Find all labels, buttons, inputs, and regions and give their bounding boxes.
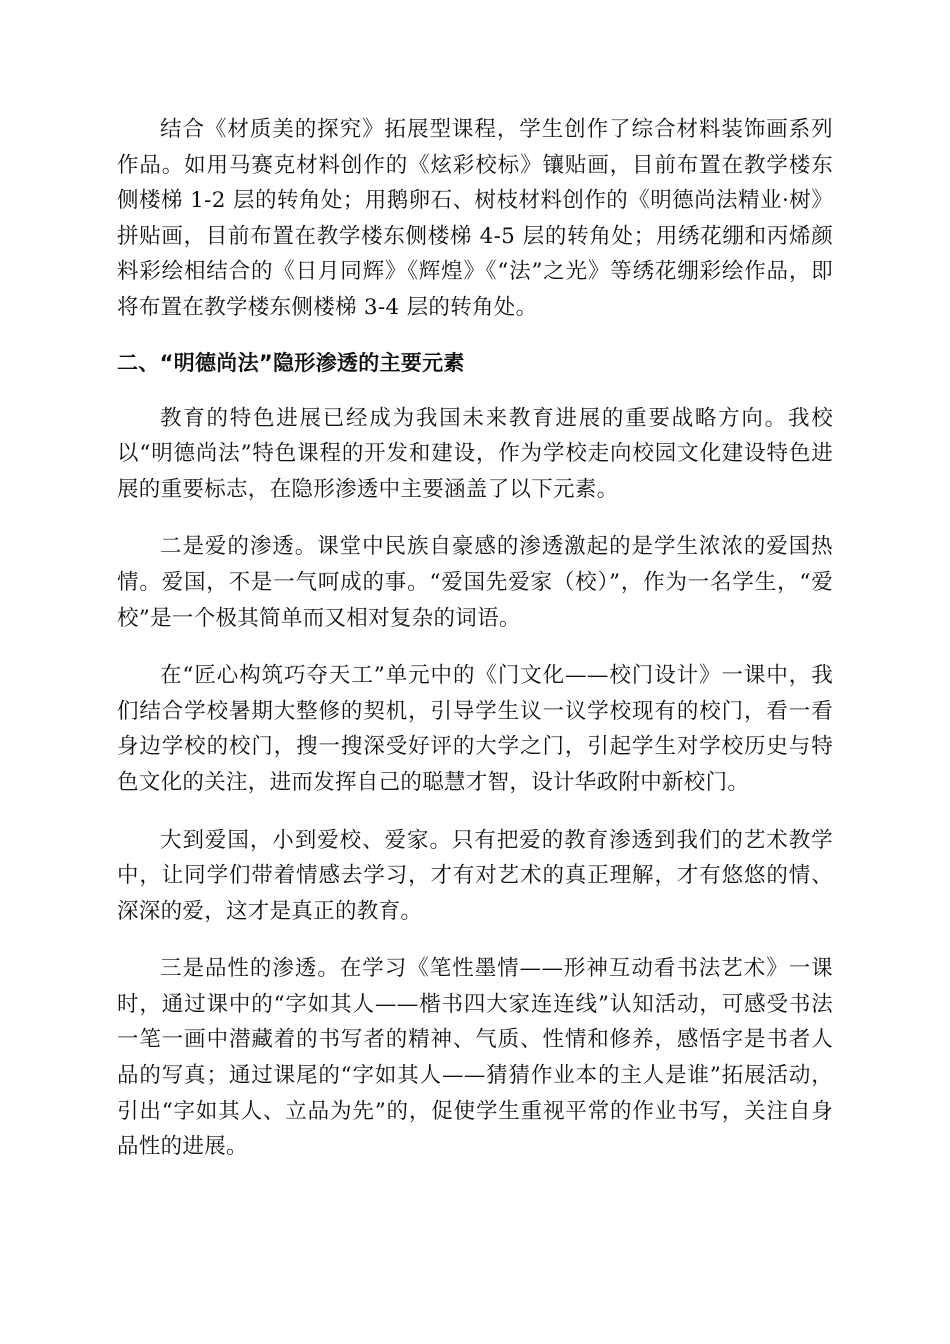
paragraph-gate-design: 在“匠心构筑巧夺天工”单元中的《门文化——校门设计》一课中，我们结合学校暑期大整修的契机，引导学生议一议学校现有的校门，看一看身边学校的校门，搜一搜深受好评的大学之门，引起学生对学校历史与特色文化的关注，进而发挥自己的聪慧才智，设计华政附中新校门。 <box>117 663 833 795</box>
intro-paragraph: 结合《材质美的探究》拓展型课程，学生创作了综合材料装饰画系列作品。如用马赛克材料创作的《炫彩校标》镶贴画，目前布置在教学楼东侧楼梯 1-2 层的转角处；用鹅卵石、树枝材料创作的《明德尚法精业·树》拼贴画，目前布置在教学楼东侧楼梯 4-5 层的转角处；用绣花绷和丙烯颜料彩绘相结合的《日月同辉》《辉煌》《“法”之光》等绣花绷彩绘作品，即将布置在教学楼东侧楼梯 3-4 层的转角处。 <box>117 117 833 320</box>
section-heading: 二、“明德尚法”隐形渗透的主要元素 <box>117 350 465 375</box>
paragraph-love: 二是爱的渗透。课堂中民族自豪感的渗透激起的是学生浓浓的爱国热情。爱国，不是一气呵成的事。“爱国先爱家（校）”，作为一名学生，“爱校”是一个极其简单而又相对复杂的词语。 <box>117 534 833 631</box>
paragraph-overview: 教育的特色进展已经成为我国未来教育进展的重要战略方向。我校以“明德尚法”特色课程的开发和建设，作为学校走向校园文化建设特色进展的重要标志，在隐形渗透中主要涵盖了以下元素。 <box>117 405 833 502</box>
paragraph-character: 三是品性的渗透。在学习《笔性墨情——形神互动看书法艺术》一课时，通过课中的“字如其人——楷书四大家连连线”认知活动，可感受书法一笔一画中潜藏着的书写者的精神、气质、性情和修养，感悟字是书者人品的写真；通过课尾的“字如其人——猜猜作业本的主人是谁”拓展活动，引出“字如其人、立品为先”的，促使学生重视平常的作业书写，关注自身品性的进展。 <box>117 956 833 1160</box>
document-page <box>117 112 833 1187</box>
paragraph-love-summary: 大到爱国，小到爱校、爱家。只有把爱的教育渗透到我们的艺术教学中，让同学们带着情感去学习，才有对艺术的真正理解，才有悠悠的情、深深的爱，这才是真正的教育。 <box>117 827 833 924</box>
